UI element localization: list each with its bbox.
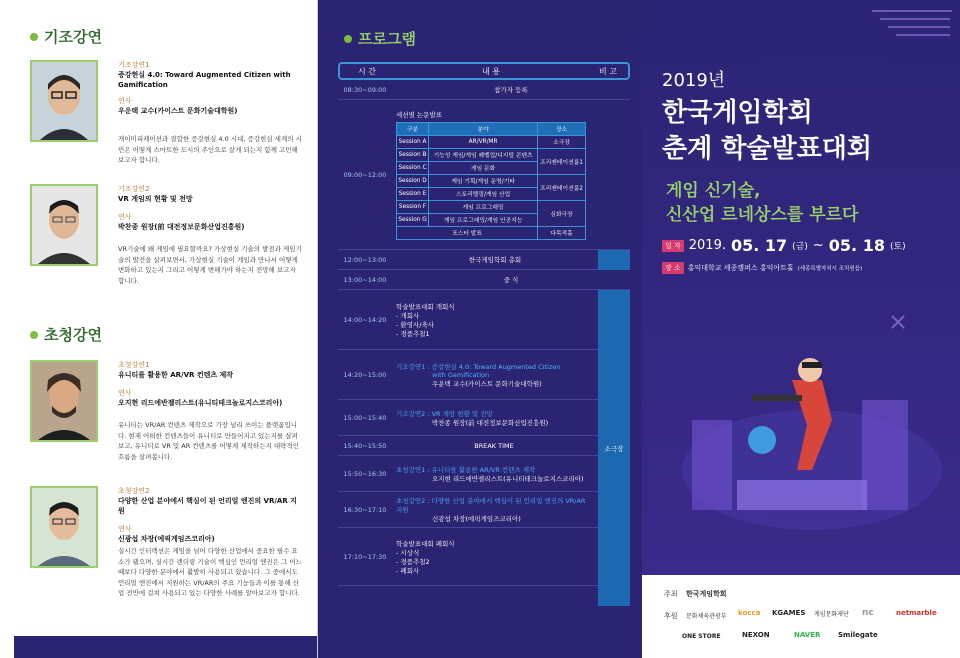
speaker-desc-4: 실시간 인터랙션은 게임을 넘어 다양한 산업에서 중요한 필수 요소가 됐으며, 실시간 렌더링 기술이 핵심인 언리얼 엔진은 그 어느 때보다 다양한 분야에서 활발히 사용되고 있습니다. 그 중에서도 언리얼 엔진에서 지원하는 VR/AR의 주요 기능들과 이를 통해 산업 전반에 걸쳐 사용되고 있는 다양한 사례를 알아보고자 합니다.	[118, 547, 302, 597]
host-logo: 한국게임학회	[686, 590, 727, 598]
sponsor-area: 주최 한국게임학회 후원 문화체육관광부 kocca KGAMES 게임문화재단 nc netmarble ONE STORE NEXON NAVER Smilegate	[642, 575, 960, 658]
date-tag: 일 자	[662, 240, 684, 252]
bullet-dot-icon	[30, 33, 38, 41]
schedule-table	[338, 62, 630, 586]
venue-note: 소극장	[598, 290, 630, 606]
schedule-row: 14:00~14:20 학술발표대회 개회식 - 개회사 - 환영사/축사 - 경품추첨1	[338, 290, 630, 350]
event-title-2: 춘계 학술발표대회	[662, 134, 872, 164]
speakers-panel	[0, 0, 318, 658]
event-place: 장 소 홍익대학교 세종캠퍼스 홍익아트홀 (세종특별자치시 조치원읍)	[662, 262, 862, 274]
event-title-1: 한국게임학회	[662, 98, 813, 128]
schedule-row: 08:30~09:00 참가자 등록	[338, 80, 630, 100]
schedule-row: 09:00~12:00 세션별 논문발표 구분 분야 장소 Session A AR/VR/MR 소극장 Session B 기능성 게임/게임 퀘벨업/디지털 콘텐츠 프리젠테이션룸1 Session C 게임 문화 Session D 게임 기획/게임 운영/기타 프리젠테이션룸2 Session E 스토리텔링/게임 산업 Session F 게임 프로그래밍 심화극장 Session G 게임 프로그래밍/게임 인공지능 포스터 발표 다목적홀	[338, 100, 630, 250]
event-year: 2019년	[662, 70, 726, 91]
schedule-row: 15:40~15:50 BREAK TIME	[338, 436, 630, 456]
speaker-photo-1	[30, 60, 98, 142]
program-heading: 프로그램	[344, 28, 416, 49]
schedule-row: 12:00~13:00 한국게임학회 총회	[338, 250, 630, 270]
sponsor-logo: nc	[862, 608, 874, 618]
event-subtitle-2: 신산업 르네상스를 부르다	[666, 205, 859, 225]
schedule-row: 14:20~15:00 기조강연1 : 증강현실 4.0: Toward Augmented Citizen with Gamification 우운택 교수(카이스트 문화기술대학원)	[338, 350, 630, 400]
program-panel	[318, 0, 642, 658]
invited-heading: 초청강연	[30, 324, 102, 345]
speaker-desc-2: VR기술에 왜 게임에 필요할까요? 가상현실 기술의 발전과 게임기술의 발전을 살펴보면서, 가상현실 기술이 게임과 만나서 어떻게 변화하고 있는지 그리고 어떻게 변해가야 하는지 전망해 보고자 합니다.	[118, 245, 302, 285]
sponsor-logo: netmarble	[896, 609, 937, 617]
afternoon-block	[338, 290, 630, 586]
sessions-block: 세션별 논문발표 구분 분야 장소 Session A AR/VR/MR 소극장 Session B 기능성 게임/게임 퀘벨업/디지털 콘텐츠 프리젠테이션룸1 Session C 게임 문화 Session D 게임 기획/게임 운영/기타 프리젠테이션룸2 Session E 스토리텔링/게임 산업 Session F 게임 프로그래밍 심화극장 Session G 게임 프로그래밍/게임 인공지능 포스터 발표 다목적홀	[392, 108, 630, 242]
speaker-entry-1: 기조강연1 증강현실 4.0: Toward Augmented Citizen with Gamification 연사 우운택 교수(카이스트 문화기술대학원)	[118, 61, 291, 115]
bullet-dot-icon	[344, 35, 352, 43]
schedule-row: 15:00~15:40 기조강연2 : VR 게임 현황 및 전망 박찬종 원장(前 대전정보문화산업진흥원)	[338, 400, 630, 436]
sponsor-logo: kocca	[738, 609, 761, 617]
cover-panel	[642, 0, 960, 658]
keynote-heading: 기조강연	[30, 26, 102, 47]
sponsor-logo: Smilegate	[838, 631, 878, 639]
event-date: 일 자 2019. 05. 17 (금) ~ 05. 18 (토)	[662, 236, 906, 255]
schedule-header: 시 간 내 용 비 고	[338, 62, 630, 80]
place-tag: 장 소	[662, 262, 684, 274]
speaker-photo-4	[30, 486, 98, 568]
sponsor-logo: 문화체육관광부	[686, 613, 727, 620]
speaker-entry-3: 초청강연1 유니티를 활용한 AR/VR 컨텐츠 제작 연사 오지현 리드에반젤리스트(유니티테크놀로지스코리아)	[118, 361, 283, 407]
sponsor-logo: 게임문화재단	[814, 611, 849, 618]
speaker-desc-3: 유니티는 VR/AR 컨텐츠 제작으로 가장 널리 쓰이는 플랫폼입니다. 현재 어떠한 컨텐츠들이 유니티로 만들어지고 있는지를 살펴보고, 유니티로 VR 및 AR 컨텐츠를 어떻게 제작하는지 대략적인 흐름을 살펴봅니다.	[118, 421, 299, 461]
sponsor-logo: ONE STORE	[682, 633, 721, 640]
schedule-row: 15:50~16:30 초청강연1 : 유니티를 활용한 AR/VR 컨텐츠 제작 오지현 리드에반젤리스트(유니티테크놀로지스코리아)	[338, 456, 630, 492]
bullet-dot-icon	[30, 331, 38, 339]
left-bottom-strip	[14, 636, 317, 658]
sponsor-logo: KGAMES	[772, 609, 806, 617]
speaker-entry-2: 기조강연2 VR 게임의 현황 및 전망 연사 박찬종 원장(前 대전정보문화산업진흥원)	[118, 185, 245, 231]
event-subtitle-1: 게임 신기술,	[666, 181, 761, 201]
session-table: 구분 분야 장소 Session A AR/VR/MR 소극장 Session B 기능성 게임/게임 퀘벨업/디지털 콘텐츠 프리젠테이션룸1 Session C 게임 문화 Session D 게임 기획/게임 운영/기타 프리젠테이션룸2 Session E 스토리텔링/게임 산업 Session F 게임 프로그래밍 심화극장 Session G 게임 프로그래밍/게임 인공지능 포스터 발표 다목적홀	[396, 122, 586, 240]
schedule-row: 17:10~17:30 학술발표대회 폐회식 - 시상식 - 경품추첨2 - 폐회사	[338, 528, 630, 586]
speaker-photo-3	[30, 360, 98, 442]
speaker-entry-4: 초청강연2 다양한 산업 분야에서 핵심이 된 언리얼 엔진의 VR/AR 지원 연사 신광섭 차장(에픽게임즈코리아)	[118, 487, 297, 543]
speaker-desc-1: 게이미피케이션과 결합한 증강현실 4.0 시대, 증강현실 세계의 시민은 어떻게 스마트한 도시의 주인으로 살게 되는지 함께 고민해보고자 합니다.	[118, 135, 302, 164]
schedule-row: 16:30~17:10 초청강연2 : 다양한 산업 분야에서 핵심이 된 언리얼 엔진의 VR/AR 지원 신광섭 차장(에픽게임즈코리아)	[338, 492, 630, 528]
sponsor-logo: NAVER	[794, 631, 821, 639]
schedule-row: 13:00~14:00 중 식	[338, 270, 630, 290]
sponsor-logo: NEXON	[742, 631, 770, 639]
speaker-photo-2	[30, 184, 98, 266]
